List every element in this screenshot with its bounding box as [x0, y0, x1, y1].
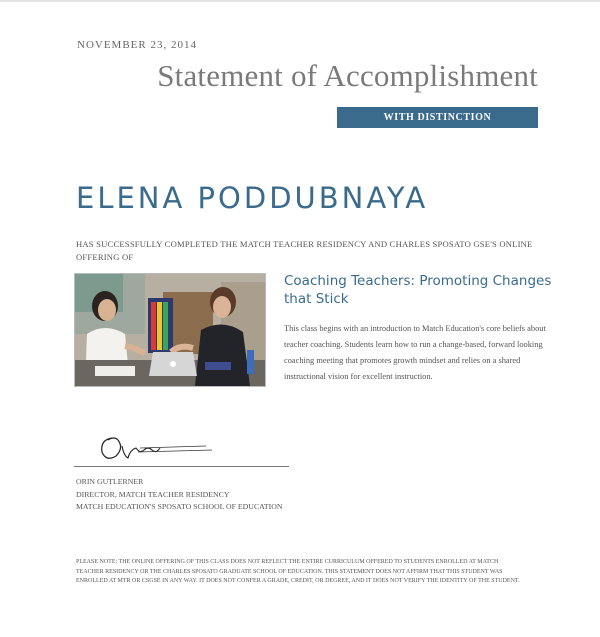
signer-role: DIRECTOR, MATCH TEACHER RESIDENCY [76, 489, 230, 499]
certificate-title: Statement of Accomplishment [157, 58, 538, 93]
signer-name: ORIN GUTLERNER [76, 477, 144, 486]
signer-organization: MATCH EDUCATION'S SPOSATO SCHOOL OF EDUCATION [76, 502, 283, 512]
handwritten-signature [94, 428, 224, 466]
distinction-badge: WITH DISTINCTION [337, 107, 538, 128]
signer-block [76, 476, 283, 514]
completion-statement: HAS SUCCESSFULLY COMPLETED THE MATCH TEACHER RESIDENCY AND CHARLES SPOSATO GSE'S ONLINE OFFERING OF [76, 239, 533, 262]
course-description: This class begins with an introduction to Match Education's core beliefs about teacher coaching. Students learn how to run a change-based, forward looking coaching meeting that promotes growth mindset and relies on a shared instructional vision for excellent instruction. [284, 324, 546, 381]
signature-line [74, 466, 289, 467]
course-photo [74, 273, 266, 387]
recipient-name: ELENA PODDUBNAYA [76, 181, 429, 215]
course-title: Coaching Teachers: Promoting Changes that Stick [284, 273, 552, 307]
signature-image [94, 428, 224, 466]
disclaimer-note: PLEASE NOTE: THE ONLINE OFFERING OF THIS CLASS DOES NOT REFLECT THE ENTIRE CURRICULUM OFFERED TO STUDENTS ENROLLED AT MATCH TEACHER RESIDENCY OR THE CHARLES SPOSATO GRADUATE SCHOOL OF EDUCATION. THIS STATEMENT DOES NOT AFFIRM THAT THIS STUDENT WAS ENROLLED AT MTR OR CSGSE IN ANY WAY. IT DOES NOT CONFER A GRADE, CREDIT, OR DEGREE, AND IT DOES NOT VERIFY THE IDENTITY OF THE STUDENT. [76, 559, 520, 585]
classroom-photo-image [75, 274, 265, 386]
issue-date: NOVEMBER 23, 2014 [77, 39, 197, 51]
